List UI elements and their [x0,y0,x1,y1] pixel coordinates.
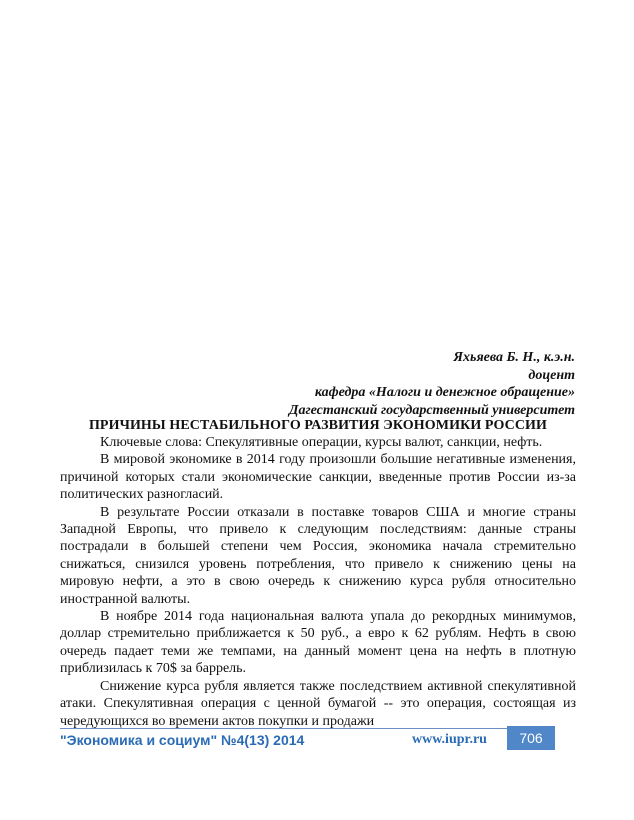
footer-divider [60,728,507,729]
author-name: Яхьяева Б. Н., к.э.н. [453,350,575,365]
author-department: кафедра «Налоги и денежное обращение» [314,385,575,400]
page-number: 706 [507,726,555,750]
keywords-paragraph: Ключевые слова: Спекулятивные операции, курсы валют, санкции, нефть. [100,435,543,450]
body-paragraph: В мировой экономике в 2014 году произошли большие негативные изменения, причиной которых стали экономические санкции, введенные против России из-за политических разногласий. [60,452,576,503]
body-paragraph: В ноябре 2014 года национальная валюта упала до рекордных минимумов, доллар стремительно приближается к 50 руб., а евро к 62 рублям. Нефть в свою очередь падает теми же темпами, на данный момент цена на нефть в плотную приблизилась к 70$ за баррель. [60,609,576,677]
footer-url-link[interactable]: www.iupr.ru [412,732,487,747]
body-paragraph: Снижение курса рубля является также последствием активной спекулятивной атаки. Спекулятивная операция с ценной бумагой -- это операция, состоящая из чередующихся во времени актов покупки и продажи [60,678,576,729]
author-university: Дагестанский государственный университет [288,402,575,418]
article-title: ПРИЧИНЫ НЕСТАБИЛЬНОГО РАЗВИТИЯ ЭКОНОМИКИ РОССИИ [88,418,548,433]
footer-journal: "Экономика и социум" №4(13) 2014 [60,732,305,748]
author-position: доцент [528,367,575,383]
body-paragraph: В результате России отказали в поставке товаров США и многие страны Западной Европы, что привело к следующим последствиям: данные страны пострадали в большей степени чем Россия, экономика начала стремительно снижаться, снизился уровень потребления, что привело к снижению цены на мировую нефти, а это в свою очередь к снижению курса рубля относительно иностранной валюты. [60,504,576,607]
article-body [60,434,576,730]
author-block [0,349,575,419]
